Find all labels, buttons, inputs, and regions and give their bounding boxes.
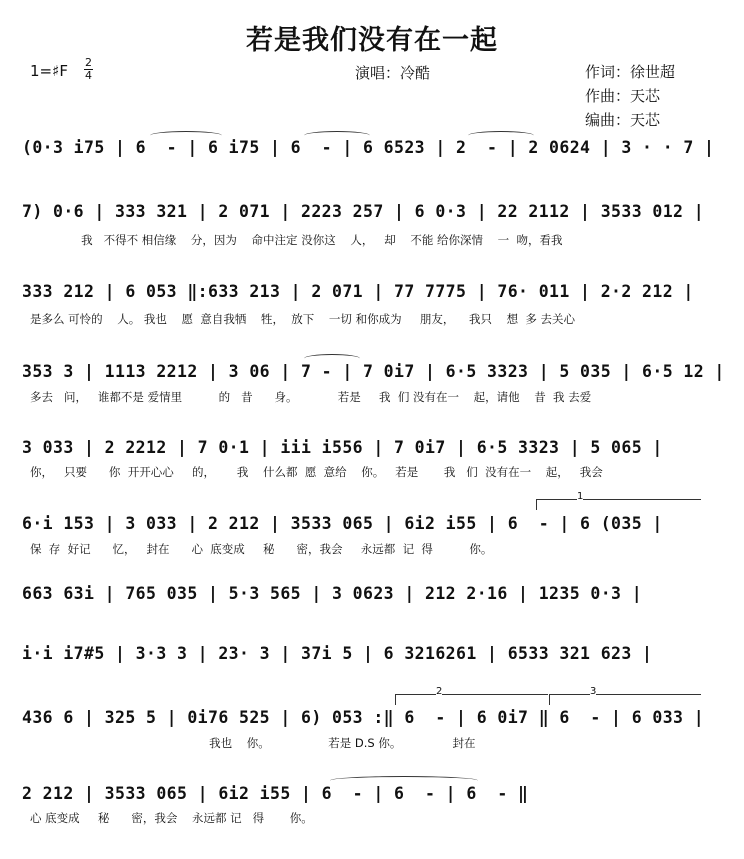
notation-row-3: 333 212 | 6 053 ‖:633 213 | 2 071 | 77 7775 | 76· 011 | 2·2 212 |: [22, 282, 694, 301]
notation-row-4: 353 3 | 1113 2212 | 3 06 | 7 - | 7 0i7 | 6·5 3323 | 5 035 | 6·5 12 |: [22, 362, 725, 381]
volta-bracket-1: [536, 491, 701, 510]
notation-row-2: 7) 0·6 | 333 321 | 2 071 | 2223 257 | 6 0·3 | 22 2112 | 3533 012 |: [22, 202, 705, 221]
volta-bracket-3: [549, 686, 701, 705]
arranger-credit: 编曲：天芯: [585, 111, 661, 129]
lyrics-row-9: 我也 你。 若是 D.S 你。 封在: [30, 736, 476, 750]
time-signature-bottom: 4: [85, 69, 92, 82]
notation-row-9: 436 6 | 325 5 | 0i76 525 | 6) 053 :‖ 6 - | 6 0i7 ‖ 6 - | 6 033 |: [22, 708, 705, 727]
volta-label-2: 2: [436, 686, 443, 697]
slur-mark: [330, 776, 478, 785]
notation-row-10: 2 212 | 3533 065 | 6i2 i55 | 6 - | 6 - | 6 - ‖: [22, 784, 529, 803]
lyrics-row-2: 我 不得不 相信缘 分，因为 命中注定 没你这 人， 却 不能 给你深情 一 吻，看我: [30, 233, 563, 247]
volta-bracket-2: [395, 686, 548, 705]
slur-mark: [468, 131, 534, 140]
notation-row-1: (0·3 i75 | 6 - | 6 i75 | 6 - | 6 6523 | 2 - | 2 0624 | 3 · · 7 |: [22, 138, 715, 157]
lyrics-row-3: 是多么 可怜的 人。 我也 愿 意自我牺 牲， 放下 一切 和你成为 朋友， 我只 想 多 去关心: [30, 312, 576, 326]
lyrics-row-6: 保 存 好记 忆， 封在 心 底变成 秘 密，我会 永远都 记 得 你。: [30, 542, 493, 556]
time-signature-top: 2: [85, 56, 92, 69]
time-signature: [84, 58, 93, 81]
notation-row-6: 6·i 153 | 3 033 | 2 212 | 3533 065 | 6i2 i55 | 6 - | 6 (035 |: [22, 514, 663, 533]
slur-mark: [304, 131, 370, 140]
lyrics-row-10: 心 底变成 秘 密，我会 永远都 记 得 你。: [30, 811, 313, 825]
slur-mark: [304, 354, 360, 363]
volta-label-1: 1: [577, 491, 584, 502]
lyrics-row-5: 你， 只要 你 开开心心 的， 我 什么都 愿 意给 你。 若是 我 们 没有在一 起， 我会: [30, 465, 603, 479]
singer-credit: 演唱：冷酷: [355, 64, 431, 82]
notation-row-5: 3 033 | 2 2212 | 7 0·1 | iii i556 | 7 0i7 | 6·5 3323 | 5 065 |: [22, 438, 663, 457]
slur-mark: [150, 131, 222, 140]
lyricist-credit: 作词：徐世超: [585, 63, 676, 81]
credits-block: [585, 60, 675, 132]
notation-row-8: i·i i7#5 | 3·3 3 | 23· 3 | 37i 5 | 6 3216261 | 6533 321 623 |: [22, 644, 653, 663]
key-signature: 1=♯F: [30, 62, 68, 80]
notation-row-7: 663 63i | 765 035 | 5·3 565 | 3 0623 | 212 2·16 | 1235 0·3 |: [22, 584, 643, 603]
composer-credit: 作曲：天芯: [585, 87, 661, 105]
page-title: 若是我们没有在一起: [246, 25, 498, 56]
volta-label-3: 3: [590, 686, 597, 697]
lyrics-row-4: 多去 问， 谁都不是 爱情里 的 昔 身。 若是 我 们 没有在一 起，请他 昔 我 去爱: [30, 390, 592, 404]
